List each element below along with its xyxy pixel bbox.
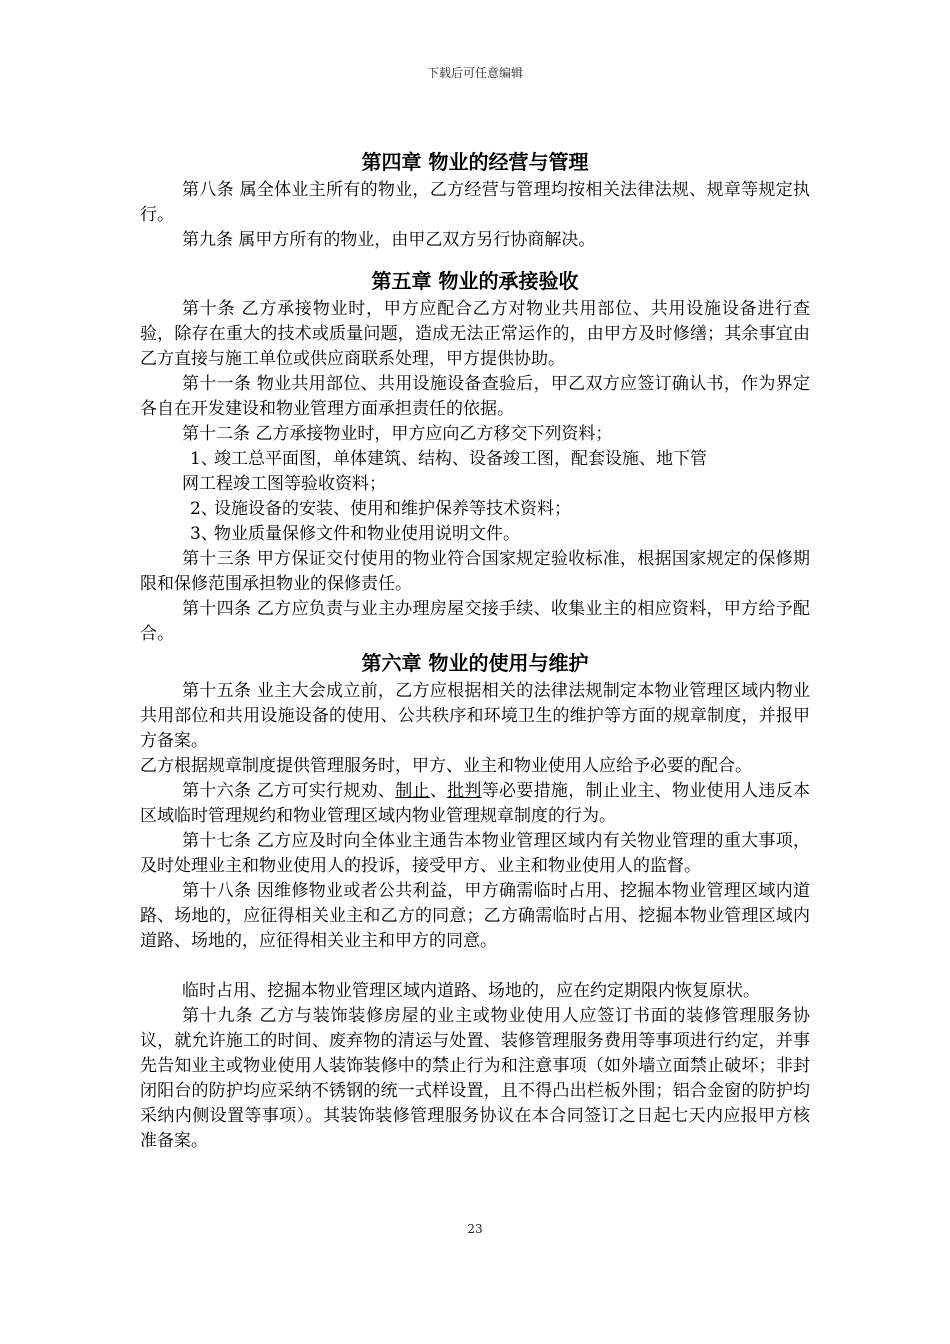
list-item-text: 竣工总平面图，单体建筑、结构、设备竣工图，配套设施、地下管 (214, 449, 707, 469)
chapter-4-heading: 第四章 物业的经营与管理 (361, 150, 589, 174)
article-17: 第十七条 乙方应及时向全体业主通告本物业管理区域内有关物业管理的重大事项，及时处理业主和物业使用人的投诉，接受甲方、业主和物业使用人的监督。 (140, 831, 810, 876)
article-16: 第十六条 乙方可实行规劝、制止、批判等必要措施，制止业主、物业使用人违反本区域临时管理规约和物业管理区域内物业管理规章制度的行为。 (140, 781, 811, 826)
article-15: 第十五条 业主大会成立前，乙方应根据相关的法律法规制定本物业管理区域内物业共用部位和共用设施设备的使用、公共秩序和环境卫生的维护等方面的规章制度，并报甲方备案。 (140, 681, 810, 751)
list-item (140, 447, 810, 497)
article-14: 第十四条 乙方应负责与业主办理房屋交接手续、收集业主的相应资料，甲方给予配合。 (140, 599, 810, 644)
list-item-text: 物业质量保修文件和物业使用说明文件。 (214, 524, 520, 544)
list-item (140, 497, 810, 522)
article-19: 第十九条 乙方与装饰装修房屋的业主或物业使用人应签订书面的装修管理服务协议，就允许施工的时间、废弃物的清运与处置、装修管理服务费用等事项进行约定，并事先告知业主或物业使用人装饰装修中的禁止行为和注意事项（如外墙立面禁止破坏；非封闭阳台的防护均应采纳不锈钢的统一式样设置，且不得凸出栏板外围；铝合金窗的防护均采纳内侧设置等事项）。其装饰装修管理服务协议在本合同签订之日起七天内应报甲方核准备案。 (140, 1006, 810, 1151)
article-18: 第十八条 因维修物业或者公共利益，甲方确需临时占用、挖掘本物业管理区域内道路、场地的，应征得相关业主和乙方的同意；乙方确需临时占用、挖掘本物业管理区域内道路、场地的，应征得相关业主和甲方的同意。 (140, 881, 810, 951)
page-header: 下载后可任意编辑 (426, 66, 523, 80)
list-item (140, 522, 810, 547)
article-11: 第十一条 物业共用部位、共用设施设备查验后，甲乙双方应签订确认书，作为界定各自在开发建设和物业管理方面承担责任的依据。 (140, 374, 810, 419)
list-item-text: 设施设备的安装、使用和维护保养等技术资料； (214, 499, 571, 519)
article-13: 第十三条 甲方保证交付使用的物业符合国家规定验收标准，根据国家规定的保修期限和保修范围承担物业的保修责任。 (140, 549, 810, 594)
chapter-6-heading: 第六章 物业的使用与维护 (361, 651, 589, 675)
list-item-number: 3、 (190, 524, 218, 544)
list-item-text-cont: 网工程竣工图等验收资料； (182, 474, 386, 494)
list-item-number: 1、 (190, 449, 218, 469)
article-9: 第九条 属甲方所有的物业，由甲乙双方另行协商解决。 (182, 230, 596, 250)
chapter-5-heading: 第五章 物业的承接验收 (371, 269, 579, 293)
document-body (140, 146, 810, 1154)
underlined-term: 批判 (447, 781, 482, 801)
article-18-cont: 临时占用、挖掘本物业管理区域内道路、场地的，应在约定期限内恢复原状。 (182, 981, 760, 1001)
page-number: 23 (467, 1222, 483, 1236)
blank-line (140, 954, 810, 979)
article-8: 第八条 属全体业主所有的物业，乙方经营与管理均按相关法律法规、规章等规定执行。 (140, 180, 810, 225)
article-15-cont: 乙方根据规章制度提供管理服务时，甲方、业主和物业使用人应给予必要的配合。 (140, 756, 752, 776)
list-item-number: 2、 (190, 499, 218, 519)
article-10: 第十条 乙方承接物业时，甲方应配合乙方对物业共用部位、共用设施设备进行查验，除存在重大的技术或质量问题，造成无法正常运作的，由甲方及时修缮；其余事宜由乙方直接与施工单位或供应商联系处理，甲方提供协助。 (140, 299, 810, 369)
article-12: 第十二条 乙方承接物业时，甲方应向乙方移交下列资料； (182, 424, 613, 444)
underlined-term: 制止 (395, 781, 430, 801)
